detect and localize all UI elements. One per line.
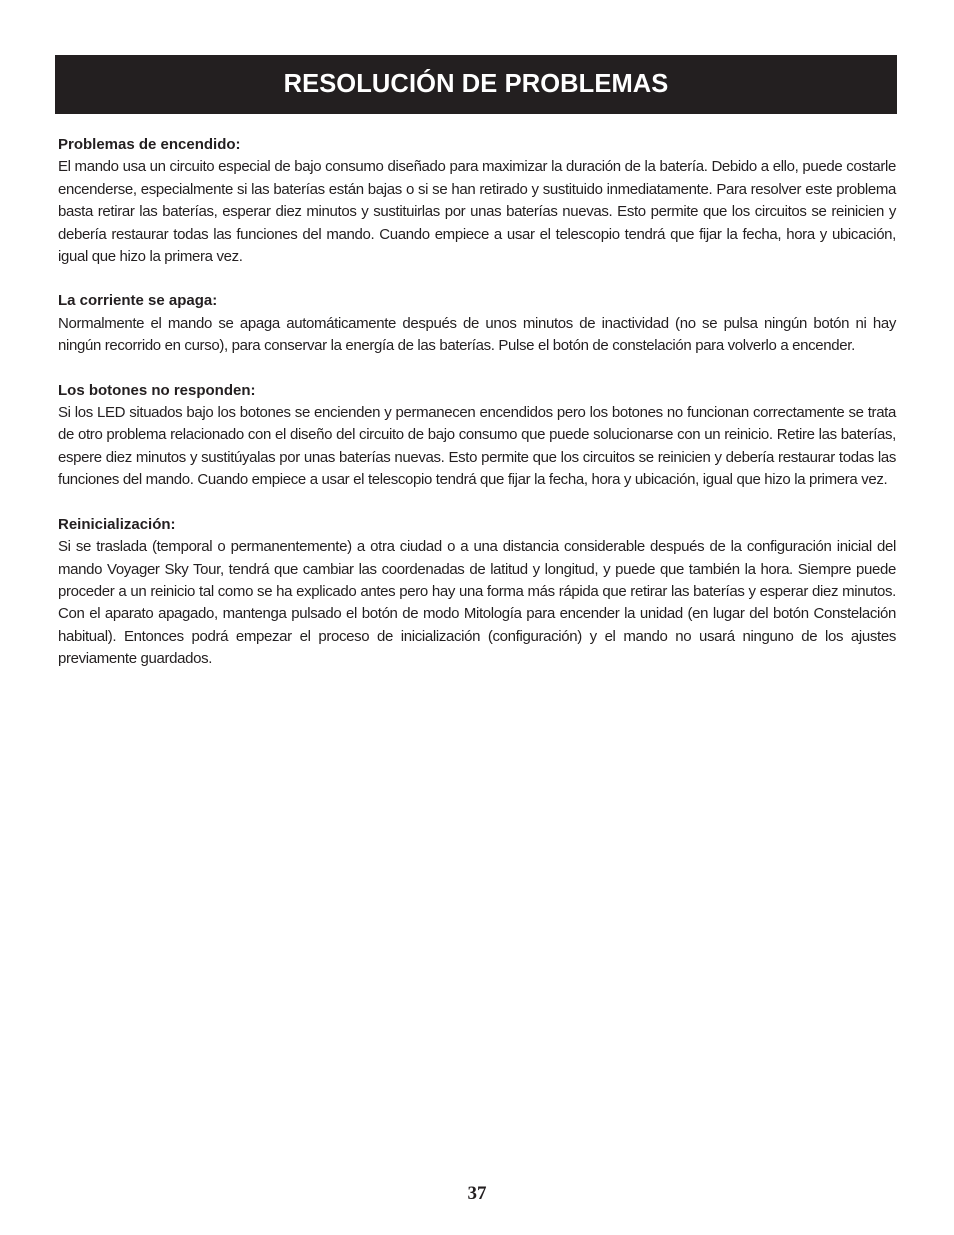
- section-buttons-unresponsive: [58, 380, 896, 492]
- section-heading: Los botones no responden:: [58, 381, 256, 399]
- section-title-bar: [55, 55, 897, 114]
- section-paragraph: Si se traslada (temporal o permanentemente) a otra ciudad o a una distancia considerable después de la configuración inicial del mando Voyager Sky Tour, tendrá que cambiar las coordenadas de latitud y longitud, y puede que también la hora. Siempre puede proceder a un reinicio tal como se ha explicado antes pero hay una forma más rápida que retirar las baterías y esperar diez minutos. Con el aparato apagado, mantenga pulsado el botón de modo Mitología para encender la unidad (en lugar del botón Constelación habitual). Entonces podrá empezar el proceso de inicialización (configuración) y el mando no usará ninguno de los ajustes previamente guardados.: [58, 538, 896, 668]
- document-body: [58, 134, 896, 693]
- section-power-off: [58, 290, 896, 357]
- section-heading: La corriente se apaga:: [58, 292, 218, 310]
- page-title: RESOLUCIÓN DE PROBLEMAS: [283, 70, 669, 98]
- section-reinitialization: [58, 514, 896, 671]
- page-number: 37: [467, 1183, 487, 1204]
- section-paragraph: Normalmente el mando se apaga automáticamente después de unos minutos de inactividad (no se pulsa ningún botón ni hay ningún recorrido en curso), para conservar la energía de las baterías. Pulse el botón de constelación para volverlo a encender.: [58, 314, 896, 355]
- section-heading: Problemas de encendido:: [58, 136, 241, 153]
- section-heading: Reinicialización:: [58, 515, 176, 533]
- section-power-problems: [58, 134, 896, 268]
- section-paragraph: El mando usa un circuito especial de bajo consumo diseñado para maximizar la duración de la batería. Debido a ello, puede costarle encenderse, especialmente si las baterías están bajas o si se han retirado y sustituido inmediatamente. Para resolver este problema basta retirar las baterías, esperar diez minutos y sustituirlas por unas baterías nuevas. Esto permite que los circuitos se reinicien y debería restaurar todas las funciones del mando. Cuando empiece a usar el telescopio tendrá que fijar la fecha, hora y ubicación, igual que hizo la primera vez.: [58, 158, 896, 266]
- section-paragraph: Si los LED situados bajo los botones se encienden y permanecen encendidos pero los botones no funcionan correctamente se trata de otro problema relacionado con el diseño del circuito de bajo consumo que puede solucionarse con un reinicio. Retire las baterías, espere diez minutos y sustitúyalas por unas baterías nuevas. Esto permite que los circuitos se reinicien y debería restaurar todas las funciones del mando. Cuando empiece a usar el telescopio tendrá que fijar la fecha, hora y ubicación, igual que hizo la primera vez.: [58, 404, 896, 489]
